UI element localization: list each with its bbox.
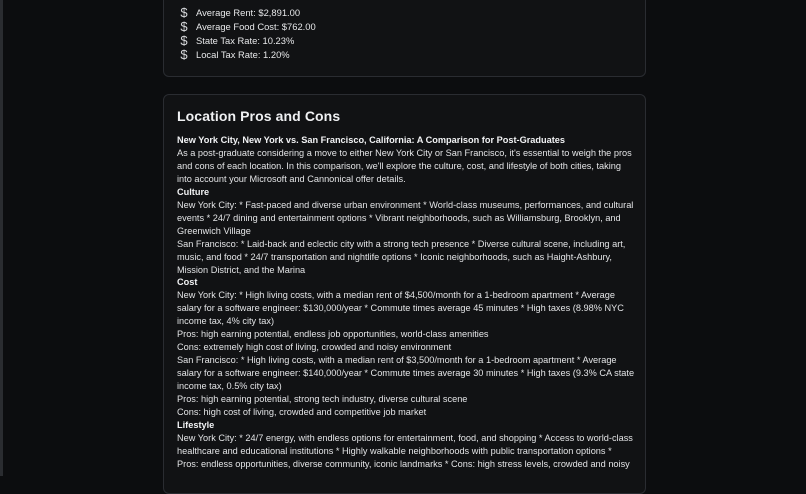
dollar-icon: $ (180, 33, 188, 48)
cost-sf-paragraph: San Francisco: * High living costs, with a median rent of $3,500/month for a 1-bedroom apartment * Average salary for a software engineer: $140,000/year * Commute times average 30 minutes * High taxes (9.3% CA state income tax, 0.5% city tax) (177, 355, 635, 392)
cost-nyc-pros: Pros: high earning potential, endless job opportunities, world-class amenities (177, 329, 489, 340)
comparison-subtitle: New York City, New York vs. San Francisco, California: A Comparison for Post-Graduates (177, 135, 566, 145)
cost-heading: Cost (177, 277, 198, 288)
lifestyle-heading: Lifestyle (177, 419, 215, 430)
metric-local-tax-rate (178, 48, 316, 62)
cost-sf-pros: Pros: high earning potential, strong tech industry, diverse cultural scene (177, 394, 468, 405)
culture-heading: Culture (177, 186, 210, 197)
location-pros-cons-card (163, 94, 646, 494)
metric-average-rent (178, 6, 316, 20)
metric-label: Local Tax Rate: 1.20% (196, 49, 290, 60)
cost-nyc-paragraph: New York City: * High living costs, with a median rent of $4,500/month for a 1-bedroom apartment * Average salary for a software engineer: $130,000/year * Commute times average 45 minutes * High taxes (8.98% NYC income tax, 4% city tax) (177, 290, 624, 327)
cost-nyc-cons: Cons: extremely high cost of living, crowded and noisy environment (177, 342, 452, 353)
dollar-icon: $ (180, 19, 188, 34)
dollar-icon: $ (180, 5, 188, 20)
culture-sf-paragraph: San Francisco: * Laid-back and eclectic city with a strong tech presence * Diverse cultural scene, including art, music, and food * 24/7 transportation and nightlife options * Iconic neighborhoods, such as Haight-Ashbury, Mission District, and the Marina (177, 238, 626, 275)
left-rail-divider (0, 0, 3, 476)
metric-label: Average Food Cost: $762.00 (196, 21, 316, 32)
comparison-content (177, 134, 635, 471)
section-title: Location Pros and Cons (177, 108, 341, 124)
cost-metrics-card (163, 0, 646, 77)
metric-label: State Tax Rate: 10.23% (196, 35, 295, 46)
metric-label: Average Rent: $2,891.00 (196, 7, 301, 18)
intro-paragraph: As a post-graduate considering a move to either New York City or San Francisco, it's essential to weigh the pros and cons of each location. In this comparison, we'll explore the culture, cost, and lifestyle of both cities, taking into account your Microsoft and Cannonical offer details. (177, 147, 632, 184)
dollar-icon: $ (180, 47, 188, 62)
metric-average-food-cost (178, 20, 316, 34)
culture-nyc-paragraph: New York City: * Fast-paced and diverse urban environment * World-class museums, performances, and cultural events * 24/7 dining and entertainment options * Vibrant neighborhoods, such as Williamsburg, Brooklyn, and Greenwich Village (177, 199, 634, 236)
cost-sf-cons: Cons: high cost of living, crowded and competitive job market (177, 407, 427, 418)
metric-state-tax-rate (178, 34, 316, 48)
lifestyle-nyc-paragraph: New York City: * 24/7 energy, with endless options for entertainment, food, and shopping * Access to world-class healthcare and educational institutions * Highly walkable neighborhoods with public transportation options * Pros: endless opportunities, diverse community, iconic landmarks * Cons: high stress levels, crowded and noisy (177, 432, 633, 469)
cost-metrics-list (178, 6, 316, 62)
